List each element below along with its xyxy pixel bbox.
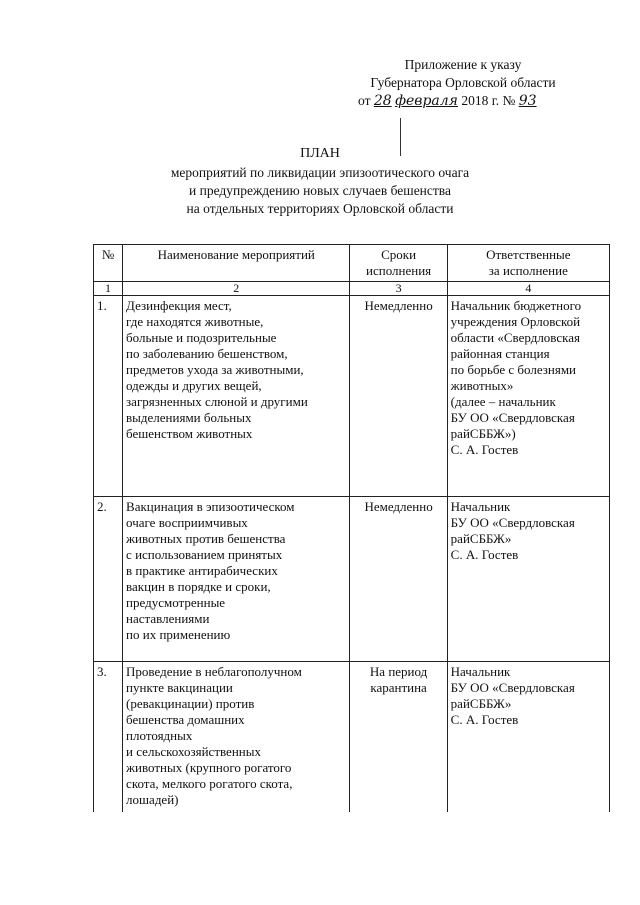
header-number: № bbox=[94, 245, 123, 282]
row-action: Вакцинация в эпизоотическом очаге восприимчивых животных против бешенства с использованием принятых в практике антирабических вакцин в порядке и сроки, предусмотренные наставлениями по их применению bbox=[123, 497, 350, 662]
header-action: Наименование мероприятий bbox=[123, 245, 350, 282]
row-number: 2. bbox=[94, 497, 123, 662]
row-action: Проведение в неблагополучном пункте вакцинации (ревакцинации) против бешенства домашних плотоядных и сельскохозяйственных животных (крупного рогатого скота, мелкого рогатого скота, лошадей) bbox=[123, 662, 350, 813]
table-header-row bbox=[94, 245, 610, 282]
appendix-line-2: Губернатора Орловской области bbox=[370, 75, 556, 90]
col-num-3: 3 bbox=[350, 282, 447, 296]
row-term: Немедленно bbox=[350, 296, 447, 497]
appendix-line-1: Приложение к указу bbox=[404, 57, 522, 72]
row-term: Немедленно bbox=[350, 497, 447, 662]
col-num-1: 1 bbox=[94, 282, 123, 296]
handwritten-number: 93 bbox=[518, 93, 537, 109]
table-row bbox=[94, 662, 610, 813]
row-responsible: Начальник бюджетного учреждения Орловской области «Свердловская районная станция по борьбе с болезнями животных» (далее – начальник БУ ОО «Свердловская райСББЖ») С. А. Гостев bbox=[447, 296, 609, 497]
handwritten-month: февраля bbox=[395, 93, 458, 109]
year-label: 2018 г. № bbox=[461, 93, 516, 108]
from-label: от bbox=[358, 93, 371, 108]
document-title: ПЛАН bbox=[300, 146, 340, 161]
subtitle-line-2: и предупреждению новых случаев бешенства bbox=[189, 183, 451, 198]
appendix-date-line bbox=[348, 92, 578, 110]
column-numbering-row bbox=[94, 282, 610, 296]
plan-table bbox=[93, 244, 610, 812]
col-num-2: 2 bbox=[123, 282, 350, 296]
table-row bbox=[94, 497, 610, 662]
appendix-block bbox=[348, 56, 578, 110]
table-row bbox=[94, 296, 610, 497]
header-term: Сроки исполнения bbox=[350, 245, 447, 282]
subtitle-line-3: на отдельных территориях Орловской области bbox=[186, 201, 454, 216]
subtitle-line-1: мероприятий по ликвидации эпизоотического очага bbox=[170, 165, 470, 180]
row-responsible: Начальник БУ ОО «Свердловская райСББЖ» С. А. Гостев bbox=[447, 497, 609, 662]
header-responsible: Ответственные за исполнение bbox=[447, 245, 609, 282]
col-num-4: 4 bbox=[447, 282, 609, 296]
row-number: 1. bbox=[94, 296, 123, 497]
document-subtitle bbox=[0, 164, 640, 218]
row-number: 3. bbox=[94, 662, 123, 813]
row-term: На период карантина bbox=[350, 662, 447, 813]
row-action: Дезинфекция мест, где находятся животные, больные и подозрительные по заболеванию бешенством, предметов ухода за животными, одежды и других вещей, загрязненных слюной и другими выделениями больных бешенством животных bbox=[123, 296, 350, 497]
row-responsible: Начальник БУ ОО «Свердловская райСББЖ» С. А. Гостев bbox=[447, 662, 609, 813]
handwritten-day: 28 bbox=[373, 93, 392, 109]
